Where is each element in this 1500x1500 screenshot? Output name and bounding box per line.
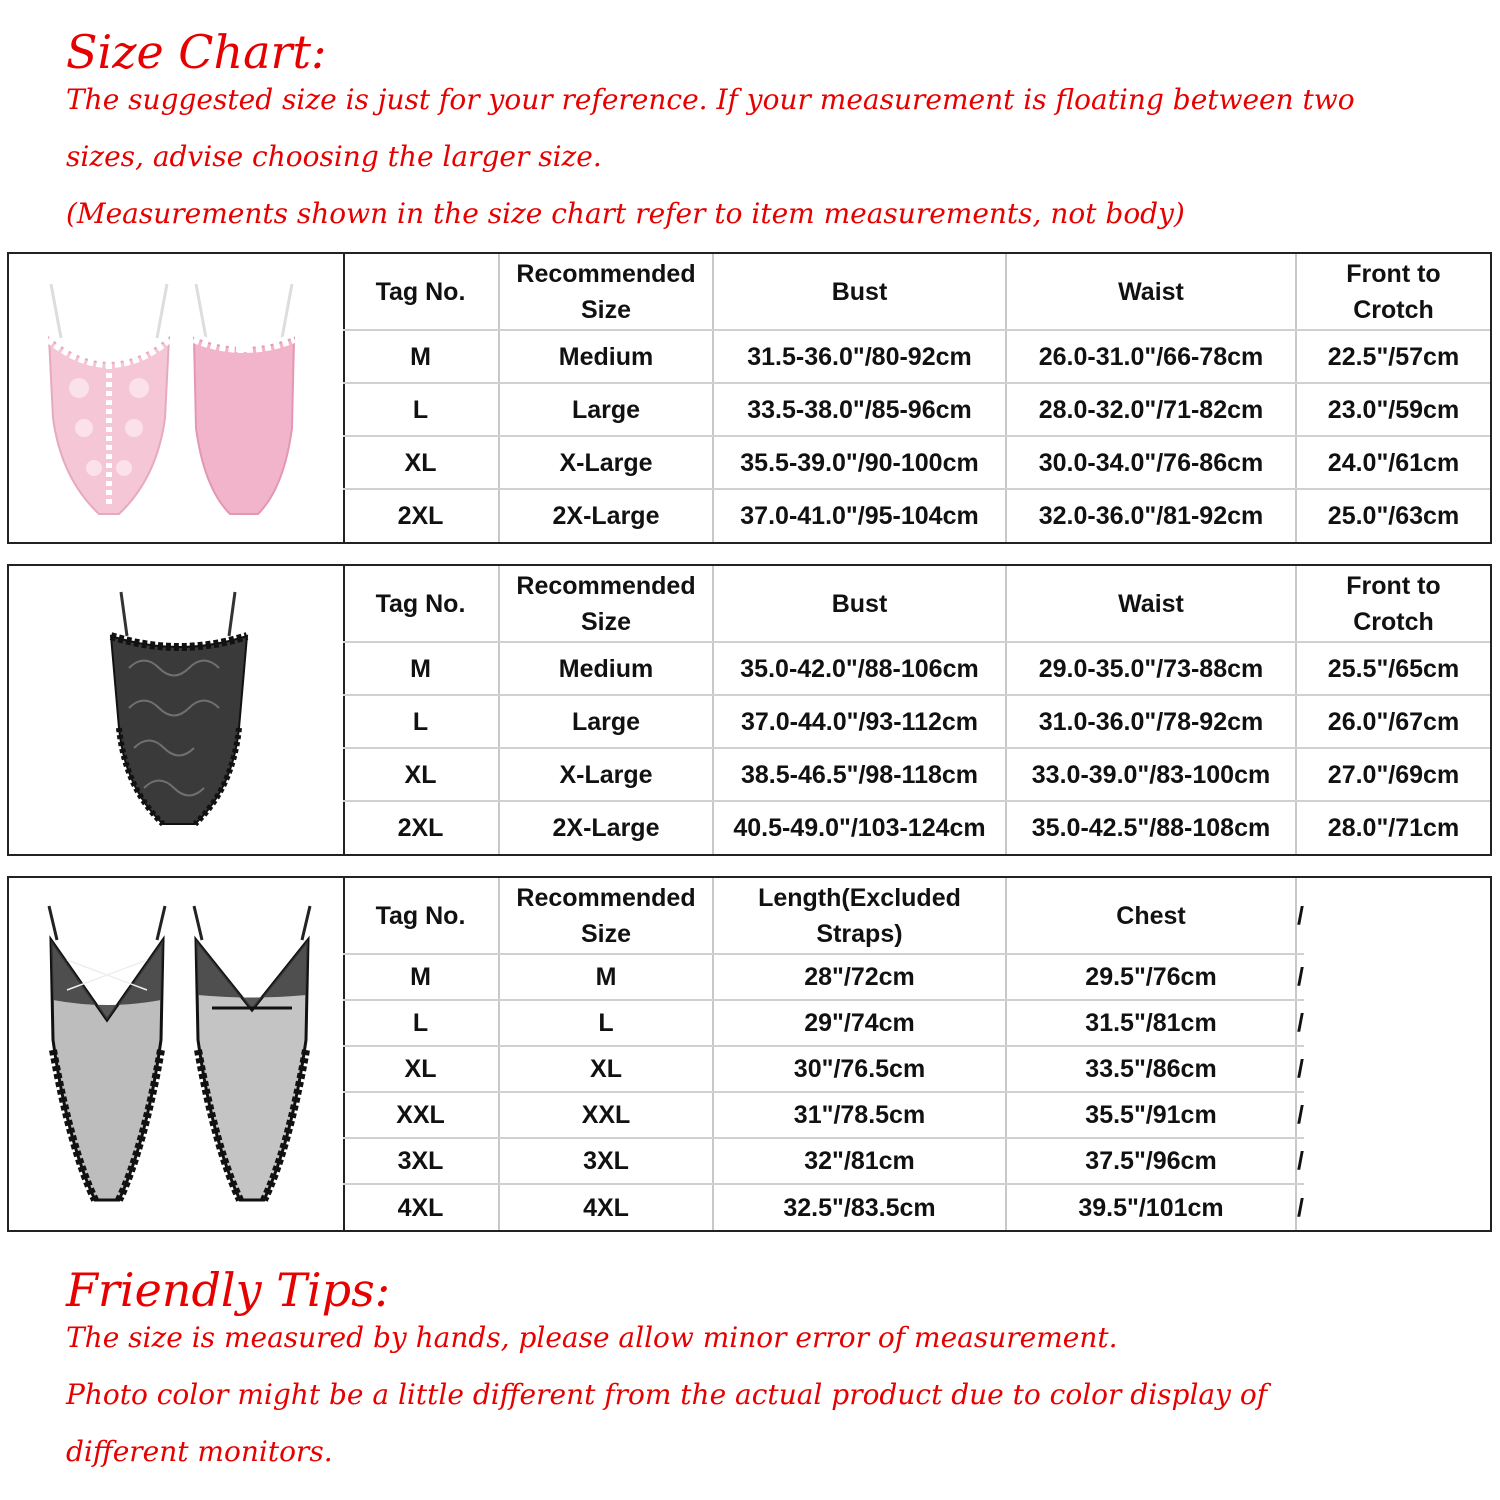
waist-cell: 31.0-36.0"/78-92cm xyxy=(1006,695,1296,748)
length-cell: 30"/76.5cm xyxy=(713,1046,1006,1092)
tag-cell: XL xyxy=(343,1046,499,1092)
crotch-cell: 27.0"/69cm xyxy=(1296,748,1490,801)
length-cell: 32.5"/83.5cm xyxy=(713,1184,1006,1230)
size-cell: X-Large xyxy=(499,748,713,801)
crotch-cell: 26.0"/67cm xyxy=(1296,695,1490,748)
size-cell: XL xyxy=(499,1046,713,1092)
table-row xyxy=(343,1092,1304,1138)
table-row xyxy=(343,954,1304,1000)
blank-cell: / xyxy=(1296,1092,1304,1138)
waist-cell: 30.0-34.0"/76-86cm xyxy=(1006,436,1296,489)
header-waist: Waist xyxy=(1006,566,1296,642)
crotch-cell: 23.0"/59cm xyxy=(1296,383,1490,436)
length-cell: 32"/81cm xyxy=(713,1138,1006,1184)
size-cell: Large xyxy=(499,383,713,436)
header-recommended-size: Recommended Size xyxy=(499,566,713,642)
table-row xyxy=(343,436,1490,489)
table-row xyxy=(343,1000,1304,1046)
tag-cell: M xyxy=(343,642,499,695)
header-blank: / xyxy=(1296,878,1304,954)
waist-cell: 35.0-42.5"/88-108cm xyxy=(1006,801,1296,854)
size-cell: Medium xyxy=(499,330,713,383)
size-cell: M xyxy=(499,954,713,1000)
bust-cell: 37.0-41.0"/95-104cm xyxy=(713,489,1006,542)
bust-cell: 31.5-36.0"/80-92cm xyxy=(713,330,1006,383)
header-chest: Chest xyxy=(1006,878,1296,954)
friendly-tip-2: Photo color might be a little different from the actual product due to color display of xyxy=(66,1378,1268,1411)
header-recommended-size: Recommended Size xyxy=(499,878,713,954)
chest-cell: 37.5"/96cm xyxy=(1006,1138,1296,1184)
crotch-cell: 25.0"/63cm xyxy=(1327,502,1460,530)
product-image-pink-bodysuit xyxy=(9,254,345,542)
size-table-pink-bodysuit xyxy=(7,252,1492,544)
friendly-tip-1: The size is measured by hands, please allow minor error of measurement. xyxy=(66,1321,1118,1354)
size-cell: Large xyxy=(499,695,713,748)
chest-cell: 29.5"/76cm xyxy=(1006,954,1296,1000)
size-chart-note-1: The suggested size is just for your reference. If your measurement is floating between two xyxy=(66,83,1355,116)
table-row xyxy=(343,748,1490,801)
tag-cell: XL xyxy=(343,748,499,801)
table-row xyxy=(343,383,1490,436)
header-front-to-crotch: Front to Crotch xyxy=(1296,566,1490,642)
table-row xyxy=(343,1184,1304,1230)
header-bust: Bust xyxy=(713,254,1006,330)
header-tag-no: Tag No. xyxy=(343,878,499,954)
length-cell: 29"/74cm xyxy=(713,1000,1006,1046)
chest-cell: 39.5"/101cm xyxy=(1006,1184,1296,1230)
product-image-black-lace-bodysuit xyxy=(9,566,345,854)
size-cell: 3XL xyxy=(499,1138,713,1184)
tag-cell: M xyxy=(343,954,499,1000)
bust-cell: 38.5-46.5"/98-118cm xyxy=(713,748,1006,801)
table-row xyxy=(343,801,1490,854)
header-tag-no: Tag No. xyxy=(343,254,499,330)
header-tag-no: Tag No. xyxy=(343,566,499,642)
size-cell: Medium xyxy=(499,642,713,695)
size-cell: 2X-Large xyxy=(499,489,713,542)
tag-cell: L xyxy=(343,1000,499,1046)
waist-cell: 26.0-31.0"/66-78cm xyxy=(1006,330,1296,383)
header-front-to-crotch: Front to Crotch xyxy=(1296,254,1490,330)
header-recommended-size: Recommended Size xyxy=(499,254,713,330)
chest-cell: 33.5"/86cm xyxy=(1006,1046,1296,1092)
size-table-black-lace-bodysuit xyxy=(7,564,1492,856)
bust-cell: 37.0-44.0"/93-112cm xyxy=(713,695,1006,748)
product-image-sheer-bodysuit xyxy=(9,878,345,1230)
bust-cell: 35.5-39.0"/90-100cm xyxy=(713,436,1006,489)
tag-cell: M xyxy=(343,330,499,383)
header-waist: Waist xyxy=(1006,254,1296,330)
tag-cell: XXL xyxy=(343,1092,499,1138)
crotch-cell: 25.5"/65cm xyxy=(1296,642,1490,695)
waist-cell: 28.0-32.0"/71-82cm xyxy=(1006,383,1296,436)
tag-cell: 3XL xyxy=(343,1138,499,1184)
tag-cell: 2XL xyxy=(343,489,499,542)
crotch-cell: 22.5"/57cm xyxy=(1296,330,1490,383)
tag-cell: L xyxy=(343,695,499,748)
chest-cell: 31.5"/81cm xyxy=(1006,1000,1296,1046)
blank-cell: / xyxy=(1297,1193,1304,1222)
size-cell: 2X-Large xyxy=(499,801,713,854)
waist-cell: 32.0-36.0"/81-92cm xyxy=(1006,489,1296,542)
crotch-cell: 28.0"/71cm xyxy=(1327,814,1460,842)
chest-cell: 35.5"/91cm xyxy=(1006,1092,1296,1138)
friendly-tips-title: Friendly Tips: xyxy=(66,1263,391,1317)
table-row xyxy=(343,695,1490,748)
table-row xyxy=(343,642,1490,695)
friendly-tip-3: different monitors. xyxy=(66,1435,333,1468)
header-bust: Bust xyxy=(713,566,1006,642)
blank-cell: / xyxy=(1296,1046,1304,1092)
table-row xyxy=(343,1138,1304,1184)
table-row xyxy=(343,489,1490,542)
crotch-cell: 24.0"/61cm xyxy=(1296,436,1490,489)
tag-cell: 2XL xyxy=(343,801,499,854)
table-row xyxy=(343,1046,1304,1092)
blank-cell: / xyxy=(1296,954,1304,1000)
size-chart-note-2: sizes, advise choosing the larger size. xyxy=(66,140,602,173)
size-cell: L xyxy=(499,1000,713,1046)
waist-cell: 29.0-35.0"/73-88cm xyxy=(1006,642,1296,695)
length-cell: 28"/72cm xyxy=(713,954,1006,1000)
tag-cell: L xyxy=(343,383,499,436)
bust-cell: 40.5-49.0"/103-124cm xyxy=(713,801,1006,854)
bust-cell: 33.5-38.0"/85-96cm xyxy=(713,383,1006,436)
tag-cell: XL xyxy=(343,436,499,489)
size-cell: X-Large xyxy=(499,436,713,489)
size-table-sheer-bodysuit xyxy=(7,876,1492,1232)
length-cell: 31"/78.5cm xyxy=(713,1092,1006,1138)
size-chart-note-3: (Measurements shown in the size chart refer to item measurements, not body) xyxy=(66,197,1185,230)
bust-cell: 35.0-42.0"/88-106cm xyxy=(713,642,1006,695)
size-cell: 4XL xyxy=(499,1184,713,1230)
header-length: Length(Excluded Straps) xyxy=(713,878,1006,954)
blank-cell: / xyxy=(1296,1138,1304,1184)
waist-cell: 33.0-39.0"/83-100cm xyxy=(1006,748,1296,801)
size-chart-title: Size Chart: xyxy=(66,25,327,79)
blank-cell: / xyxy=(1296,1000,1304,1046)
table-row xyxy=(343,330,1490,383)
tag-cell: 4XL xyxy=(343,1184,499,1230)
size-cell: XXL xyxy=(499,1092,713,1138)
